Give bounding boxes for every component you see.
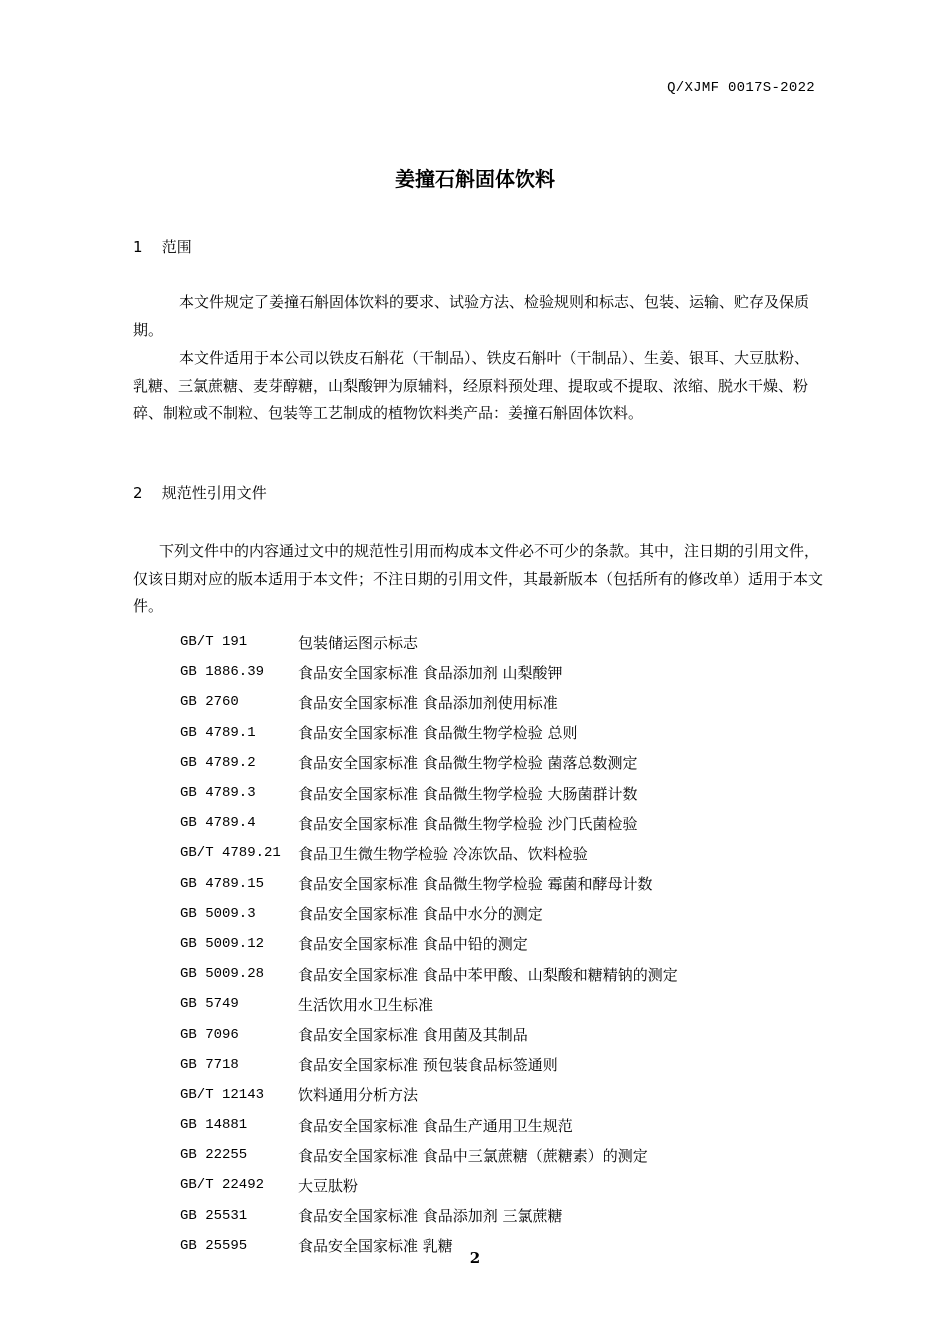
reference-item xyxy=(180,929,840,959)
reference-code: GB 5009.3 xyxy=(180,905,256,922)
reference-item xyxy=(180,657,840,687)
reference-title: 生活饮用水卫生标准 xyxy=(298,995,434,1014)
scope-paragraph-2: 本文件适用于本公司以铁皮石斛花（干制品）、铁皮石斛叶（干制品）、生姜、银耳、大豆肽粉、乳糖、三氯蔗糖、麦芽醇糖，山梨酸钾为原辅料，经原料预处理、提取或不提取、浓缩、脱水干燥、粉碎、制粒或不制粒、包装等工艺制成的植物饮料类产品：姜撞石斛固体饮料。 xyxy=(133,349,810,422)
reference-title: 食品安全国家标准 食品微生物学检验 沙门氏菌检验 xyxy=(298,814,638,833)
reference-title: 包装储运图示标志 xyxy=(298,633,419,652)
reference-code: GB 4789.3 xyxy=(180,785,256,802)
reference-item xyxy=(180,1050,840,1080)
reference-code: GB 14881 xyxy=(180,1117,248,1134)
reference-code: GB 7718 xyxy=(180,1056,239,1073)
reference-code: GB 1886.39 xyxy=(180,664,265,681)
document-title: 姜撞石斛固体饮料 xyxy=(395,167,555,191)
reference-code: GB 4789.4 xyxy=(180,815,256,832)
reference-title: 大豆肽粉 xyxy=(298,1176,359,1195)
reference-code: GB/T 12143 xyxy=(180,1086,265,1103)
reference-list xyxy=(180,627,840,1261)
reference-title: 食品安全国家标准 食品中水分的测定 xyxy=(298,905,543,924)
reference-title: 食品安全国家标准 食品微生物学检验 霉菌和酵母计数 xyxy=(298,875,653,894)
reference-code: GB/T 191 xyxy=(180,634,248,651)
reference-title: 饮料通用分析方法 xyxy=(298,1086,419,1105)
section-number: 1 xyxy=(133,238,143,256)
references-intro-paragraph: 下列文件中的内容通过文中的规范性引用而构成本文件必不可少的条款。其中，注日期的引用文件，仅该日期对应的版本适用于本文件；不注日期的引用文件，其最新版本（包括所有的修改单）适用于本文件。 xyxy=(133,542,824,615)
page-number: 2 xyxy=(469,1249,481,1267)
reference-code: GB 5009.28 xyxy=(180,966,265,983)
reference-item xyxy=(180,899,840,929)
reference-item xyxy=(180,838,840,868)
reference-title: 食品安全国家标准 食品微生物学检验 大肠菌群计数 xyxy=(298,784,638,803)
reference-code: GB 5009.12 xyxy=(180,935,265,952)
section-heading-normative-references xyxy=(133,482,267,503)
reference-item xyxy=(180,1080,840,1110)
reference-title: 食品安全国家标准 食品添加剂使用标准 xyxy=(298,693,558,712)
reference-title: 食品安全国家标准 食品中苯甲酸、山梨酸和糖精钠的测定 xyxy=(298,965,678,984)
reference-title: 食品安全国家标准 预包装食品标签通则 xyxy=(298,1056,558,1075)
reference-item xyxy=(180,718,840,748)
scope-paragraph-1: 本文件规定了姜撞石斛固体饮料的要求、试验方法、检验规则和标志、包装、运输、贮存及保质期。 xyxy=(133,293,810,339)
reference-title: 食品安全国家标准 食品生产通用卫生规范 xyxy=(298,1116,573,1135)
reference-item xyxy=(180,808,840,838)
reference-item xyxy=(180,869,840,899)
section-number: 2 xyxy=(133,484,143,502)
reference-title: 食品安全国家标准 乳糖 xyxy=(298,1237,453,1256)
reference-item xyxy=(180,1140,840,1170)
reference-title: 食品安全国家标准 食品中铅的测定 xyxy=(298,935,528,954)
reference-code: GB/T 4789.21 xyxy=(180,845,281,862)
reference-item xyxy=(180,748,840,778)
section-heading-scope xyxy=(133,236,192,257)
reference-title: 食品安全国家标准 食用菌及其制品 xyxy=(298,1026,528,1045)
section-title: 范围 xyxy=(161,238,192,256)
reference-title: 食品安全国家标准 食品中三氯蔗糖（蔗糖素）的测定 xyxy=(298,1146,648,1165)
reference-code: GB 7096 xyxy=(180,1026,239,1043)
reference-code: GB/T 22492 xyxy=(180,1177,265,1194)
reference-code: GB 25595 xyxy=(180,1237,248,1254)
document-code: Q/XJMF 0017S-2022 xyxy=(667,80,815,96)
reference-item xyxy=(180,959,840,989)
reference-code: GB 4789.1 xyxy=(180,724,256,741)
reference-item xyxy=(180,627,840,657)
reference-code: GB 25531 xyxy=(180,1207,248,1224)
reference-code: GB 22255 xyxy=(180,1147,248,1164)
reference-title: 食品安全国家标准 食品添加剂 三氯蔗糖 xyxy=(298,1207,563,1226)
reference-title: 食品安全国家标准 食品微生物学检验 菌落总数测定 xyxy=(298,754,638,773)
reference-item xyxy=(180,778,840,808)
reference-code: GB 2760 xyxy=(180,694,239,711)
reference-item xyxy=(180,687,840,717)
reference-title: 食品卫生微生物学检验 冷冻饮品、饮料检验 xyxy=(298,844,588,863)
reference-item xyxy=(180,1110,840,1140)
section-title: 规范性引用文件 xyxy=(161,484,267,502)
reference-item xyxy=(180,1201,840,1231)
reference-item xyxy=(180,1170,840,1200)
reference-code: GB 5749 xyxy=(180,996,239,1013)
reference-item xyxy=(180,1019,840,1049)
reference-item xyxy=(180,989,840,1019)
reference-code: GB 4789.2 xyxy=(180,754,256,771)
reference-title: 食品安全国家标准 食品添加剂 山梨酸钾 xyxy=(298,663,563,682)
reference-title: 食品安全国家标准 食品微生物学检验 总则 xyxy=(298,724,578,743)
reference-code: GB 4789.15 xyxy=(180,875,265,892)
